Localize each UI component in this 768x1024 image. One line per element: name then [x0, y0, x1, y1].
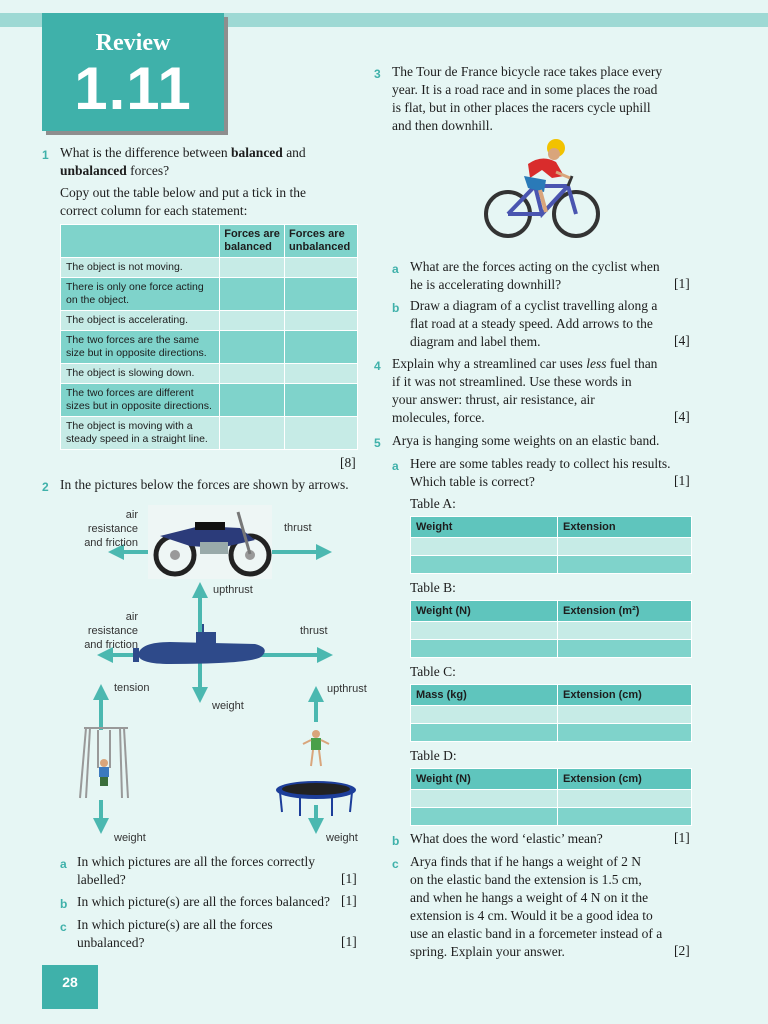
label-text: air resistance [87, 611, 138, 637]
label-upthrust-1: upthrust [213, 584, 253, 596]
table-d-col1: Weight (N) [411, 769, 558, 790]
table-row [61, 417, 358, 450]
q1-line1-pre: What is the difference between [60, 145, 232, 160]
q1-instr2: correct column for each statement: [60, 203, 248, 218]
q4-emphasis: less [586, 356, 607, 371]
label-text: air resistance [87, 509, 138, 535]
review-badge [42, 13, 224, 131]
question-letter: a [60, 857, 67, 871]
q3b-line1: Draw a diagram of a cyclist travelling along a [410, 298, 658, 313]
table-b-col2: Extension (m²) [558, 601, 692, 622]
table-b-label: Table B: [410, 580, 456, 595]
q5a-line1: Here are some tables ready to collect his results. [410, 456, 671, 471]
table-cell-unbalanced[interactable] [285, 331, 358, 364]
q5a-text [410, 455, 700, 491]
table-cell-statement: The object is not moving. [61, 258, 220, 278]
table-row [61, 384, 358, 417]
q1-line1-post: and [282, 145, 306, 160]
table-cell[interactable] [558, 538, 692, 556]
table-row [61, 364, 358, 384]
table-cell[interactable] [558, 790, 692, 808]
table-a [410, 516, 692, 574]
motorcycle-icon [148, 505, 272, 579]
page-number: 28 [42, 965, 98, 1009]
question-letter: b [60, 897, 68, 911]
table-c-col2: Extension (cm) [558, 685, 692, 706]
table-d [410, 768, 692, 826]
table-cell[interactable] [411, 808, 558, 826]
table-cell[interactable] [411, 706, 558, 724]
table-cell[interactable] [411, 640, 558, 658]
label-weight-2: weight [114, 832, 146, 844]
q5a-line2: Which table is correct? [410, 474, 535, 489]
table-c-label: Table C: [410, 664, 456, 679]
label-text: and friction [84, 639, 138, 651]
q1-instr1: Copy out the table below and put a tick in the [60, 185, 306, 200]
table-row [61, 311, 358, 331]
question-number: 2 [42, 480, 49, 494]
q5c-mark: [2] [674, 943, 690, 958]
table-row [61, 258, 358, 278]
q2b-mark: [1] [341, 893, 357, 908]
table-header-unbalanced: Forces are unbalanced [285, 225, 358, 258]
question-letter: a [392, 459, 399, 473]
table-c-col1: Mass (kg) [411, 685, 558, 706]
table-d-label: Table D: [410, 748, 457, 763]
q1-table [60, 224, 358, 450]
table-cell[interactable] [411, 790, 558, 808]
q2b-text: In which picture(s) are all the forces balanced? [77, 894, 330, 909]
q3b-mark: [4] [674, 333, 690, 348]
table-header-empty [61, 225, 220, 258]
q5c-line: on the elastic band the extension is 1.5 cm, [410, 872, 642, 887]
q4-line: your answer: thrust, air resistance, air [392, 392, 595, 407]
table-cell-balanced[interactable] [220, 278, 285, 311]
q5b-mark: [1] [674, 830, 690, 845]
table-cell-unbalanced[interactable] [285, 311, 358, 331]
q3a-mark: [1] [674, 276, 690, 291]
table-cell[interactable] [558, 640, 692, 658]
table-cell-balanced[interactable] [220, 258, 285, 278]
q3a-line2: he is accelerating downhill? [410, 277, 562, 292]
table-cell-unbalanced[interactable] [285, 417, 358, 450]
q4-line: molecules, force. [392, 410, 485, 425]
q5c-line: spring. Explain your answer. [410, 944, 565, 959]
label-thrust-1: thrust [284, 522, 312, 534]
q3b-line3: diagram and label them. [410, 334, 541, 349]
table-cell-balanced[interactable] [220, 364, 285, 384]
question-number: 5 [374, 436, 381, 450]
child-on-swing-icon [99, 759, 109, 786]
table-cell-statement: The object is moving with a steady speed in a straight line. [61, 417, 220, 450]
table-cell[interactable] [558, 808, 692, 826]
q1-line2-post: forces? [126, 163, 170, 178]
question-letter: c [60, 920, 67, 934]
table-cell[interactable] [411, 556, 558, 574]
q5b-text: What does the word ‘elastic’ mean? [410, 831, 603, 846]
q5c-line: use an elastic band in a forcemeter instead of a [410, 926, 663, 941]
question-letter: b [392, 301, 400, 315]
table-cell-balanced[interactable] [220, 384, 285, 417]
q1-bold-unbalanced: unbalanced [60, 163, 127, 178]
q2a-line1: In which pictures are all the forces correctly [77, 854, 316, 869]
table-cell-statement: There is only one force acting on the object. [61, 278, 220, 311]
table-cell-unbalanced[interactable] [285, 258, 358, 278]
q1-bold-balanced: balanced [231, 145, 283, 160]
q5-text: Arya is hanging some weights on an elastic band. [392, 433, 660, 448]
q2c-text [77, 916, 337, 952]
q2a-line2: labelled? [77, 872, 126, 887]
q2c-mark: [1] [341, 934, 357, 949]
label-weight-3: weight [326, 832, 358, 844]
table-cell[interactable] [411, 538, 558, 556]
table-cell[interactable] [558, 706, 692, 724]
q2-text: In the pictures below the forces are shown by arrows. [60, 477, 349, 492]
question-number: 3 [374, 67, 381, 81]
table-cell-statement: The two forces are the same size but in opposite directions. [61, 331, 220, 364]
table-row [61, 278, 358, 311]
table-a-label: Table A: [410, 496, 456, 511]
table-cell-unbalanced[interactable] [285, 364, 358, 384]
question-number: 4 [374, 359, 381, 373]
table-cell-unbalanced[interactable] [285, 278, 358, 311]
table-cell-statement: The object is slowing down. [61, 364, 220, 384]
table-row [61, 331, 358, 364]
question-number: 1 [42, 148, 49, 162]
q1-instructions [60, 184, 360, 220]
q3-text [392, 63, 692, 135]
table-a-col2: Extension [558, 517, 692, 538]
table-cell[interactable] [558, 724, 692, 742]
q5a-mark: [1] [674, 473, 690, 488]
question-letter: c [392, 857, 399, 871]
table-cell[interactable] [558, 622, 692, 640]
q4-mark: [4] [674, 409, 690, 424]
q3b-text [410, 297, 680, 351]
q5c-line: extension is 4 cm. Would it be a good idea to [410, 908, 653, 923]
table-header-balanced: Forces are balanced [220, 225, 285, 258]
table-cell-balanced[interactable] [220, 311, 285, 331]
q2a-text [77, 853, 337, 889]
q2c-line2: unbalanced? [77, 935, 145, 950]
table-cell-balanced[interactable] [220, 417, 285, 450]
label-air-resistance-1 [76, 508, 138, 550]
forces-diagram [0, 500, 380, 855]
label-text: and friction [84, 537, 138, 549]
cyclist-icon [480, 136, 604, 250]
review-number: 1.11 [74, 55, 192, 122]
review-title: Review [95, 30, 171, 56]
label-thrust-2: thrust [300, 625, 328, 637]
table-cell[interactable] [558, 556, 692, 574]
table-cell[interactable] [411, 724, 558, 742]
q3a-line1: What are the forces acting on the cyclist when [410, 259, 660, 274]
question-letter: b [392, 834, 400, 848]
q3-line: The Tour de France bicycle race takes place every [392, 64, 663, 79]
q4-line: if it was not streamlined. Use these words in [392, 374, 632, 389]
q2c-line1: In which picture(s) are all the forces [77, 917, 273, 932]
table-cell-balanced[interactable] [220, 331, 285, 364]
q3-line: year. It is a road race and in some places the road [392, 82, 658, 97]
q4-line1-pre: Explain why a streamlined car uses [392, 356, 587, 371]
q3-line: and then downhill. [392, 118, 493, 133]
table-b-col1: Weight (N) [411, 601, 558, 622]
q1-mark: [8] [340, 455, 356, 470]
q5c-line: and when he hangs a weight of 4 N on it the [410, 890, 649, 905]
label-tension: tension [114, 682, 150, 694]
table-cell-statement: The object is accelerating. [61, 311, 220, 331]
label-upthrust-2: upthrust [327, 683, 367, 695]
table-c [410, 684, 692, 742]
question-letter: a [392, 262, 399, 276]
q3b-line2: flat road at a steady speed. Add arrows to the [410, 316, 653, 331]
label-air-resistance-2 [76, 610, 138, 652]
table-cell-unbalanced[interactable] [285, 384, 358, 417]
q3-line: is flat, but in other places the racers cycle uphill [392, 100, 651, 115]
q2a-mark: [1] [341, 871, 357, 886]
table-b [410, 600, 692, 658]
child-jumping-icon [303, 730, 329, 766]
q3a-text [410, 258, 680, 294]
table-cell-statement: The two forces are different sizes but in opposite directions. [61, 384, 220, 417]
q4-line1-post: fuel than [606, 356, 658, 371]
table-d-col2: Extension (cm) [558, 769, 692, 790]
q4-text [392, 355, 682, 427]
q5c-text [410, 853, 700, 961]
q1-text [60, 144, 360, 180]
table-a-col1: Weight [411, 517, 558, 538]
label-weight-1: weight [212, 700, 244, 712]
q5c-line: Arya finds that if he hangs a weight of 2 N [410, 854, 641, 869]
table-cell[interactable] [411, 622, 558, 640]
